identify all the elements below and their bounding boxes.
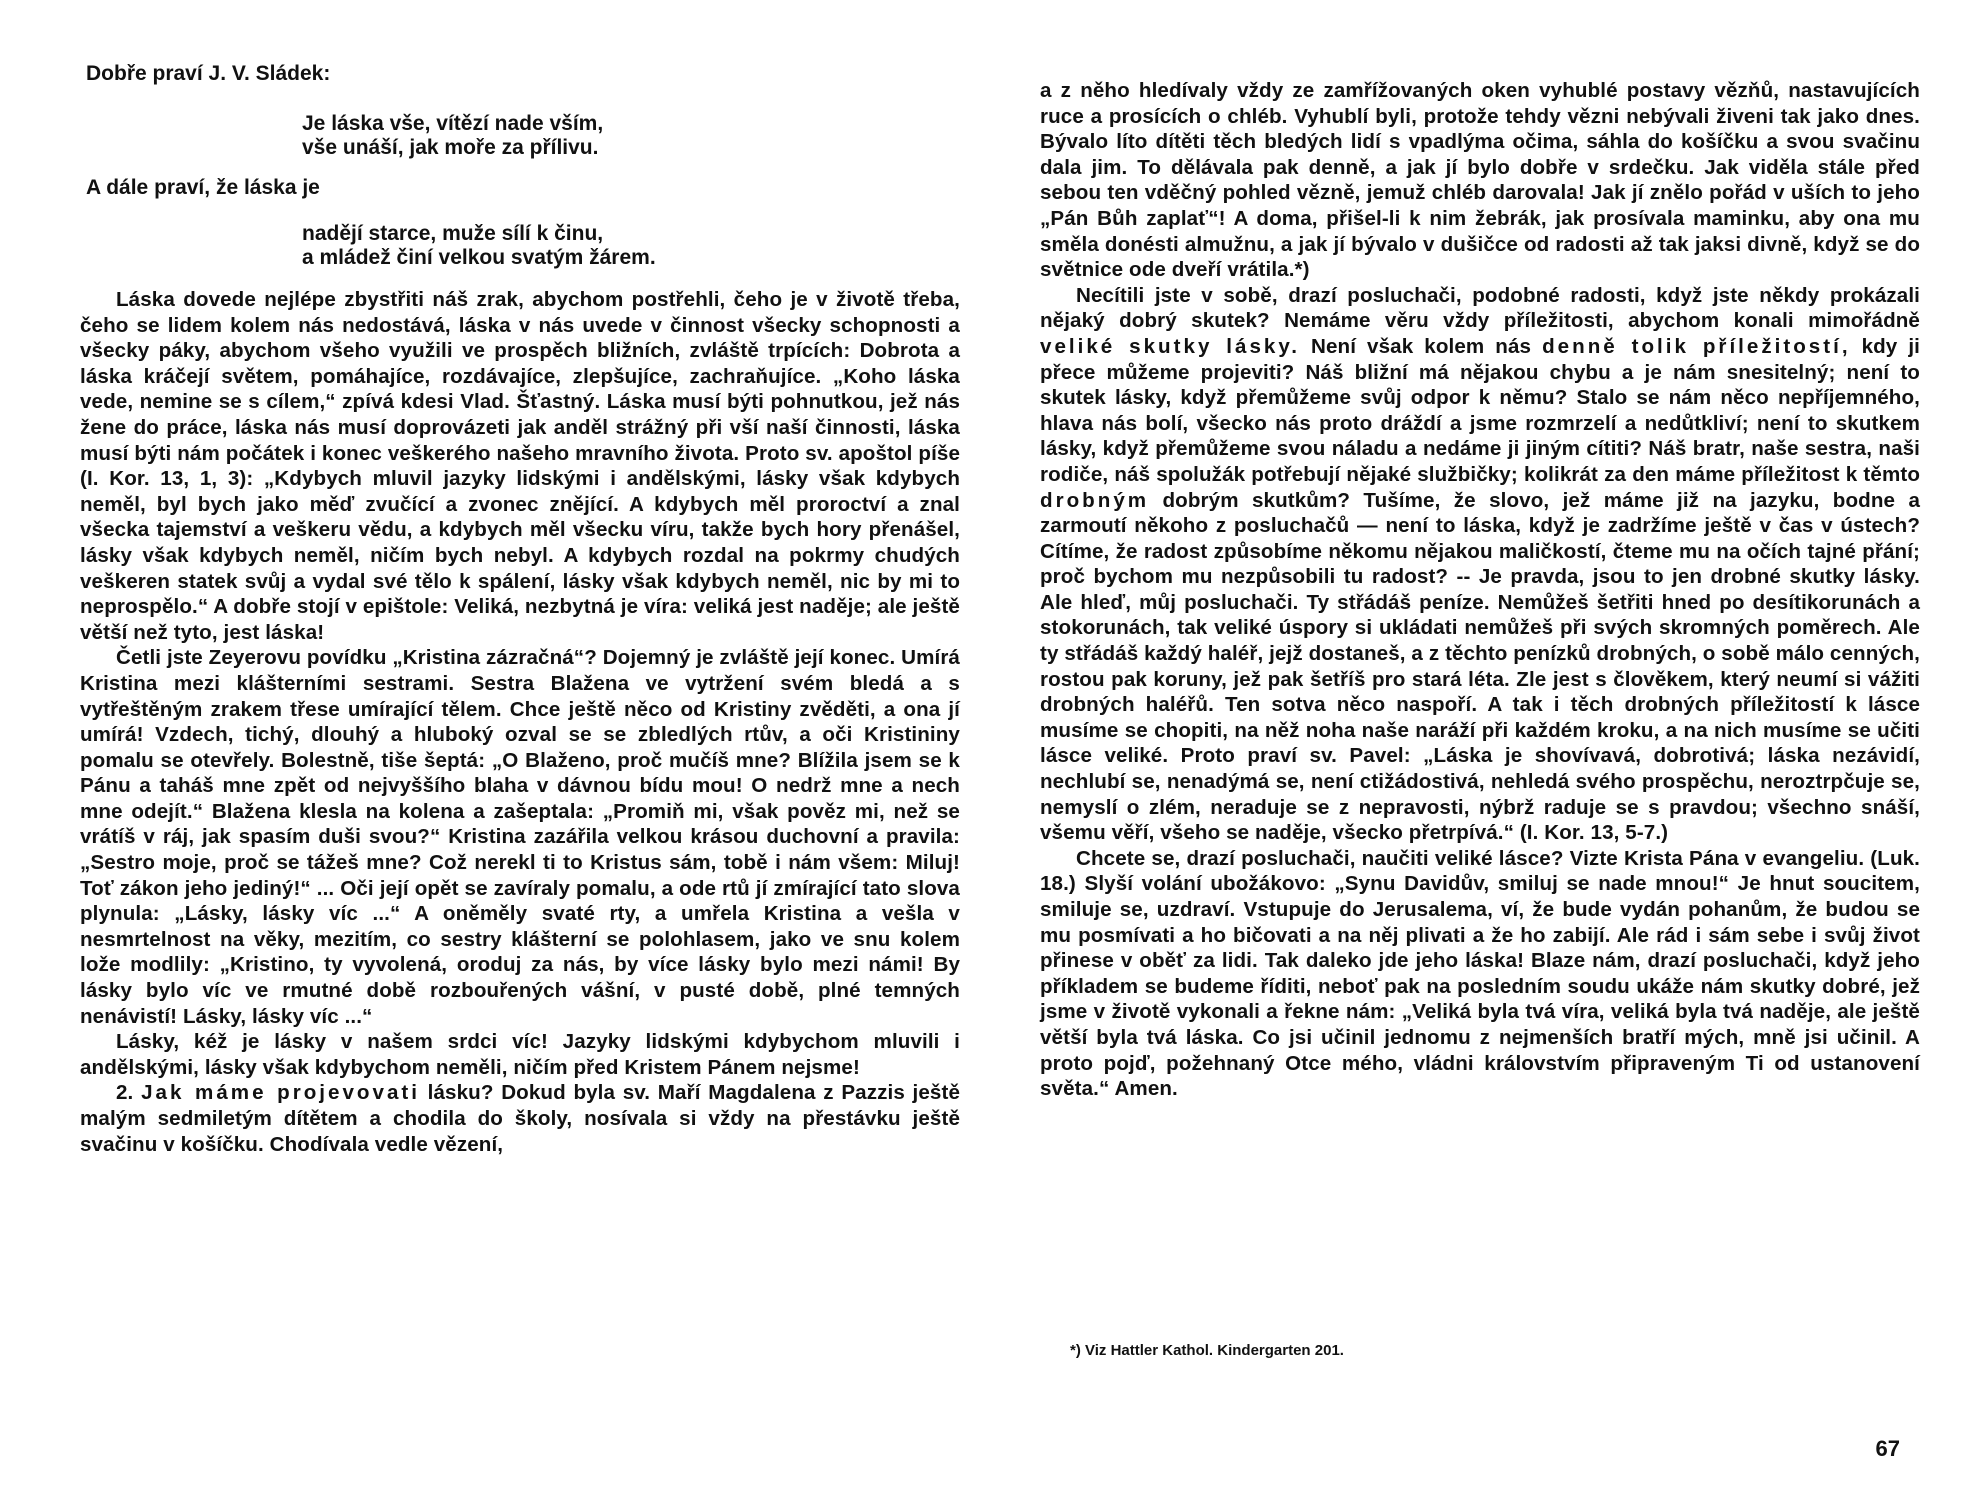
left-body [80,287,960,1157]
intro-line: Dobře praví J. V. Sládek: [86,62,331,85]
section-number: 2. [116,1081,134,1105]
paragraph-2: Četli jste Zeyerovu povídku „Kristina zázračná“? Dojemný je zvláště její konec. Umírá Kristina mezi klášterními sestrami. Sestra Blažena ve vytržení svém bledá a s vytřeštěným zrakem třese umírající tělem. Chce ještě něco od Kristiny zvěděti, a ona jí umírá! Vzdech, tichý, dlouhý a hluboký ozval se se zbledlých rtův, a oči Kristininy pomalu se otevřely. Bolestně, tiše šeptá: „O Blaženo, proč mučíš mne? Blížila jsem se k Pánu a taháš mne zpět od nejvyššího blaha v dávnou bídu mou! O nedrž mne a nech mne odejít.“ Blažena klesla na kolena a zašeptala: „Promiň mi, však pověz mi, než se vrátíš v ráj, jak spasím duši svou?“ Kristina zazářila velkou krásou duchovní a pravila: „Sestro moje, proč se tážeš mne? Což nerekl ti to Kristus sám, tobě i nám všem: Miluj! Toť zákon jeho jediný!“ ... Oči její opět se zavíraly pomalu, a ode rtů jí zmírající tato slova plynula: „Lásky, lásky víc ...“ A oněměly svaté rty, a umřela Kristina a vešla v nesmrtelnost na věky, mezitím, co sestry klášterní se polohlasem, jako ve snu kolem lože modlily: „Kristino, ty vyvolená, oroduj za nás, by více lásky bylo mezi námi! By lásky bylo víc ve rmutné době rozbouřených vášní, v pusté době, plné temných nenávistí! Lásky, lásky víc ...“ [80,646,960,1028]
emphasis-1: veliké skutky lásky. [1040,334,1301,358]
quote-1-line-2: vše unáší, jak moře za přílivu. [302,136,599,159]
quote-2-line-1: nadějí starce, muže sílí k činu, [302,222,604,245]
paragraph-3: Lásky, kéž je lásky v našem srdci víc! Jazyky lidskými kdybychom mluvili i andělskými, lásky však kdybychom neměli, ničím před Kristem Pánem nejsme! [80,1030,960,1079]
paragraph-6 [1040,283,1920,846]
section-heading: Jak máme projevovati [141,1081,420,1105]
paragraph-6-c: kdy ji přece můžeme projeviti? Náš bližní má nějakou chybu a je nám snesitelný; není to skutek lásky, když přemůžeme svůj odpor k němu? Stalo se nám něco nepříjemného, hlava nás bolí, všecko nás proto dráždí a jsme rozmrzelí a nedůtkliví; není to skutkem lásky, když přemůžeme svou náladu a nedáme ji jiným cítiti? Náš bratr, naše sestra, naši rodiče, náš spolužák potřebují nějaké službičky; kolikrát za den máme příležitost k těmto [1040,334,1920,486]
paragraph-7: Chcete se, drazí posluchači, naučiti veliké lásce? Vizte Krista Pána v evangeliu. (Luk. 18.) Slyší volání ubožákovo: „Synu Davidův, smiluj se nade mnou!“ Je hnut soucitem, smiluje se, uzdraví. Vstupuje do Jerusalema, ví, že bude vydán pohanům, že budou se mu posmívati a ho bičovati a na něj plivati a že ho zabijí. Ale rád i sám sebe i svůj život přinese v oběť za lidi. Tak daleko jde jeho láska! Blaze nám, drazí posluchači, když jeho příkladem se budeme říditi, neboť pak na posledním soudu ukáže nám skutky dobré, jež jsme v životě vykonali a řekne nám: „Veliká byla tvá víra, veliká byla tvá naděje, ale ještě větší byla tvá láska. Co jsi učinil jednomu z nejmenších bratří mých, mně jsi učinil. A proto pojď, požehnaný Otce mého, vládni královstvím připraveným Ti od ustanovení světa.“ Amen. [1040,846,1920,1101]
paragraph-4 [80,1080,960,1157]
quote-2-line-2: a mládež činí velkou svatým žárem. [302,246,656,269]
paragraph-6-b: Není však kolem nás [1311,334,1532,358]
quote-1-line-1: Je láska vše, vítězí nade vším, [302,112,604,135]
footnote: *) Viz Hattler Kathol. Kindergarten 201. [1070,1342,1344,1359]
quote-2 [302,222,656,270]
right-body [1040,78,1920,1102]
paragraph-6-a: Necítili jste v sobě, drazí posluchači, podobné radosti, když jste někdy prokázali nějaký dobrý skutek? Nemáme věru vždy příležitosti, abychom konali mimořádně [1040,283,1920,333]
paragraph-4-text: lásku? Dokud byla sv. Maří Magdalena z Pazzis ještě malým sedmiletým dítětem a chodila do školy, nosívala si vždy na přestávku ještě svačinu v košíčku. Chodívala vedle vězení, [80,1081,960,1156]
page-number: 67 [1875,1436,1900,1461]
intro-line-2: A dále praví, že láska je [86,176,320,199]
emphasis-2: denně tolik příležitostí, [1542,334,1851,358]
emphasis-3: drobným [1040,488,1150,512]
paragraph-6-d: dobrým skutkům? Tušíme, že slovo, jež máme již na jazyku, bodne a zarmoutí někoho z posluchačů — není to láska, když je zadržíme ještě v čas v ústech? Cítíme, že radost způsobíme někomu nějakou maličkostí, čteme mu na očích tajné přání; proč bychom mu nezpůsobili tu radost? -- Je pravda, jsou to jen drobné skutky lásky. Ale hleď, můj posluchači. Ty střádáš peníze. Nemůžeš šetřiti hned po desítikorunách a stokorunách, tak veliké úspory si ukládati nemůžeš při svých skromných poměrech. Ale ty střádáš každý haléř, jejž dostaneš, a z těchto penízků drobných, o sobě málo cenných, rostou pak koruny, jež pak šetříš pro stará léta. Zle jest s člověkem, který neumí si vážiti drobných haléřů. Ten sotva něco naspoří. A tak i těch drobných příležitostí k lásce musíme se chopiti, na něž noha naše naráží při každém kroku, a na nich musíme se učiti lásce veliké. Proto praví sv. Pavel: „Láska je shovívavá, dobrotivá; láska nezávidí, nechlubí se, nenadýmá se, není ctižádostivá, nehledá svého prospěchu, neroztrpčuje se, nemyslí o zlém, neraduje se z nepravosti, nýbrž raduje se s pravdou; všechno snáší, všemu věří, všeho se naděje, všecko přetrpívá.“ (I. Kor. 13, 5-7.) [1040,488,1920,845]
quote-1 [302,112,603,160]
right-page [1040,0,1920,1500]
paragraph-1: Láska dovede nejlépe zbystřiti náš zrak, abychom postřehli, čeho je v životě třeba, čeho se lidem kolem nás nedostává, láska v nás uvede v činnost všecky schopnosti a všecky páky, abychom všeho využili ve prospěch bližních, zvláště trpících: Dobrota a láska kráčejí světem, pomáhajíce, rozdávajíce, zlepšujíce, zachraňujíce. „Koho láska vede, nemine se s cílem,“ zpívá kdesi Vlad. Šťastný. Láska musí býti pohnutkou, jež nás žene do práce, láska nás musí doprovázeti jak anděl strážný při vší naší činnosti, láska musí býti nám počátek i konec veškerého našeho mravního života. Proto sv. apoštol píše (I. Kor. 13, 1, 3): „Kdybych mluvil jazyky lidskými i andělskými, lásky však kdybych neměl, byl bych jako měď zvučící a zvonec znějící. A kdybych měl proroctví a znal všecka tajemství a veškeru vědu, a kdybych měl všecku víru, takže bych hory přenášel, lásky však kdybych neměl, ničím bych nebyl. A kdybych rozdal na pokrmy chudých veškeren statek svůj a vydal své tělo k spálení, lásky však kdybych neměl, nic by mi to neprospělo.“ A dobře stojí v epištole: Veliká, nezbytná je víra: veliká jest naděje; ale ještě větší než tyto, jest láska! [80,288,960,644]
left-page [80,0,960,1500]
paragraph-5: a z něho hledívaly vždy ze zamřížovaných oken vyhublé postavy vězňů, nastavujících ruce a prosících o chléb. Vyhublí byli, protože tehdy vězni nebývali živeni tak jako dnes. Bývalo líto dítěti těch bledých lidí s vpadlýma očima, sáhla do košíčku a svou svačinu dala jim. To dělávala pak denně, a jak jí bylo dobře v srdečku. Jak viděla stále před sebou ten vděčný pohled vězně, jemuž chléb darovala! Jak jí znělo pořád v uších to jeho „Pán Bůh zaplať“! A doma, přišel-li k nim žebrák, jak prosívala maminku, aby ona mu směla donésti almužnu, a jak jí bývalo v dušičce od radosti až tak jaksi divně, když se do světnice ode dveří vrátila.*) [1040,79,1920,282]
